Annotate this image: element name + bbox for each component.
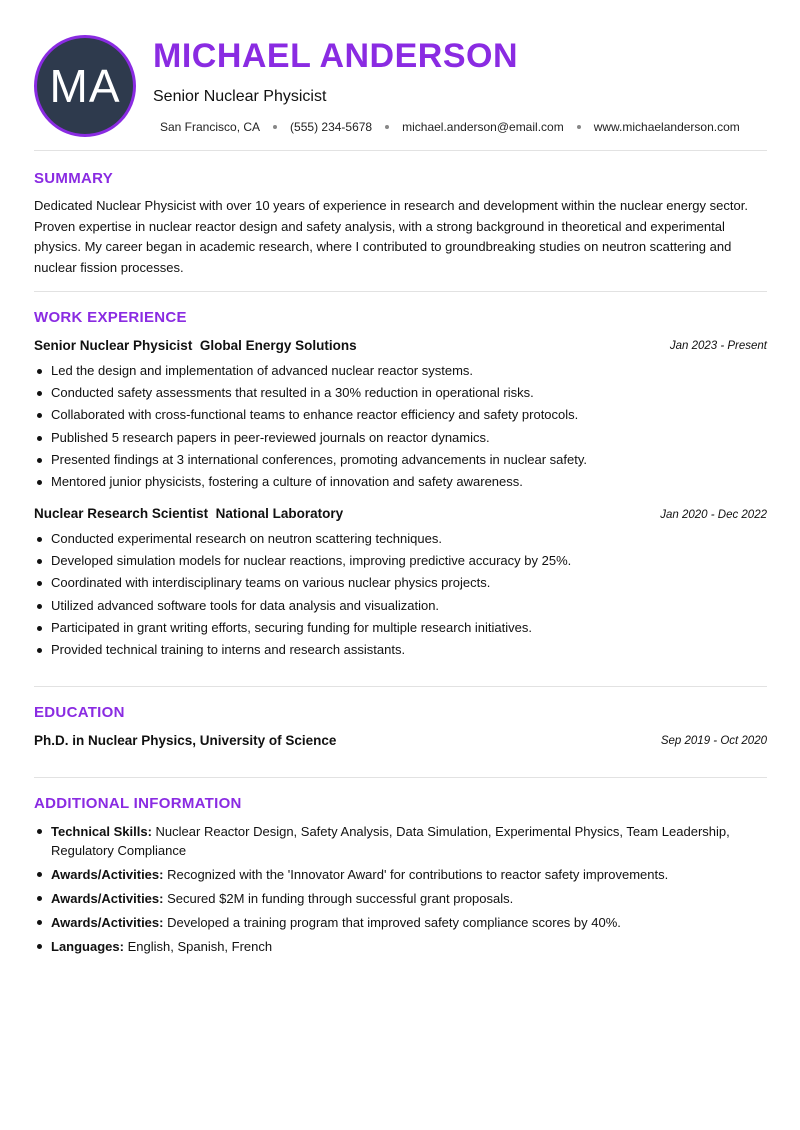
job-header xyxy=(34,506,767,521)
list-item xyxy=(34,937,754,956)
list-item: Developed simulation models for nuclear reactions, improving predictive accuracy by 25%. xyxy=(34,550,767,572)
job-bullets xyxy=(34,360,767,493)
job-role: Nuclear Research Scientist xyxy=(34,506,209,521)
item-label: Awards/Activities: xyxy=(51,867,164,882)
list-item xyxy=(34,865,754,884)
separator-dot xyxy=(273,125,277,129)
list-item: Conducted safety assessments that resulted in a 30% reduction in operational risks. xyxy=(34,382,767,404)
additional-list xyxy=(34,822,754,961)
list-item: Utilized advanced software tools for data analysis and visualization. xyxy=(34,595,767,617)
contact-website[interactable]: www.michaelanderson.com xyxy=(593,120,740,134)
avatar xyxy=(34,35,136,137)
section-title-education: EDUCATION xyxy=(34,704,125,721)
candidate-name: MICHAEL ANDERSON xyxy=(153,37,519,75)
list-item: Conducted experimental research on neutron scattering techniques. xyxy=(34,528,767,550)
divider xyxy=(34,150,767,151)
avatar-initials: MA xyxy=(49,60,121,112)
education-dates: Sep 2019 - Oct 2020 xyxy=(660,735,767,747)
list-item xyxy=(34,889,754,908)
job-bullets xyxy=(34,528,767,661)
contact-location: San Francisco, CA xyxy=(160,120,261,134)
separator-dot xyxy=(577,125,581,129)
list-item: Coordinated with interdisciplinary teams on various nuclear physics projects. xyxy=(34,572,767,594)
section-title-experience: WORK EXPERIENCE xyxy=(34,309,187,326)
education-degree: Ph.D. in Nuclear Physics, University of Science xyxy=(34,733,337,748)
divider xyxy=(34,686,767,687)
item-text: English, Spanish, French xyxy=(127,939,273,954)
list-item: Led the design and implementation of advanced nuclear reactor systems. xyxy=(34,360,767,382)
item-label: Awards/Activities: xyxy=(51,915,164,930)
list-item: Published 5 research papers in peer-reviewed journals on reactor dynamics. xyxy=(34,427,767,449)
item-text: Developed a training program that improved safety compliance scores by 40%. xyxy=(167,915,621,930)
item-text: Secured $2M in funding through successful grant proposals. xyxy=(167,891,514,906)
item-label: Languages: xyxy=(51,939,124,954)
section-title-summary: SUMMARY xyxy=(34,170,114,187)
contact-phone: (555) 234-5678 xyxy=(290,120,373,134)
job-dates: Jan 2023 - Present xyxy=(669,340,767,352)
divider xyxy=(34,777,767,778)
list-item: Mentored junior physicists, fostering a culture of innovation and safety awareness. xyxy=(34,471,767,493)
list-item: Collaborated with cross-functional teams to enhance reactor efficiency and safety protocols. xyxy=(34,404,767,426)
item-text: Nuclear Reactor Design, Safety Analysis, Data Simulation, Experimental Physics, Team Leadership, Regulatory Compliance xyxy=(51,824,730,858)
job-role: Senior Nuclear Physicist xyxy=(34,338,193,353)
list-item: Provided technical training to interns and research assistants. xyxy=(34,639,767,661)
divider xyxy=(34,291,767,292)
job-company: National Laboratory xyxy=(215,506,344,521)
job-header xyxy=(34,338,767,353)
job-title: Senior Nuclear Physicist xyxy=(153,88,327,105)
item-label: Technical Skills: xyxy=(51,824,152,839)
summary-text: Dedicated Nuclear Physicist with over 10 years of experience in research and development within the nuclear energy sector. Proven expertise in nuclear reactor design and safety analysis, with a strong background in theoretical and experimental physics. My career began in academic research, where I contributed to groundbreaking studies on neutron scattering and nuclear fission processes. xyxy=(34,198,748,275)
contact-bar xyxy=(160,120,740,134)
list-item xyxy=(34,822,754,860)
job-company: Global Energy Solutions xyxy=(199,338,357,353)
item-label: Awards/Activities: xyxy=(51,891,164,906)
separator-dot xyxy=(385,125,389,129)
list-item: Participated in grant writing efforts, securing funding for multiple research initiatives. xyxy=(34,617,767,639)
list-item xyxy=(34,913,754,932)
contact-email[interactable]: michael.anderson@email.com xyxy=(402,120,564,134)
list-item: Presented findings at 3 international conferences, promoting advancements in nuclear safety. xyxy=(34,449,767,471)
job-dates: Jan 2020 - Dec 2022 xyxy=(660,509,767,521)
section-title-additional: ADDITIONAL INFORMATION xyxy=(34,795,242,812)
item-text: Recognized with the 'Innovator Award' for contributions to reactor safety improvements. xyxy=(167,867,669,882)
